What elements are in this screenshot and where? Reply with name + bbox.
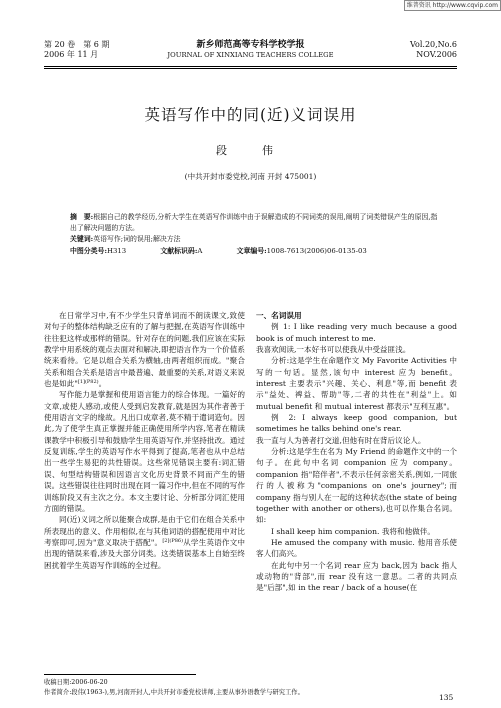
keywords-text: 英语写作;词的误用;解决方法: [93, 235, 181, 244]
paragraph-text: 例 2: I always keep good companion, but sometimes he talks behind one's rear.: [256, 413, 457, 434]
volume-en: Vol.20,No.6: [410, 40, 457, 49]
paragraph-text: 在日常学习中,有不少学生只背单词而不朗读课文,致使对句子的整体结构缺乏应有的了解与把握,在英语写作训练中往往犯这样或那样的错误。针对存在的问题,我们应该在实际教学中用系统的观点去面对和解决,即把语言作为一个价值系统来看待。它是以组合关系为横轴,由两者组织而成。"聚合关系和组合关系是语言中最普遍、最重要的关系,对语义来说也是如此": [44, 311, 245, 389]
paragraph-text: 我喜欢阅读,一本好书可以使我从中受益匪浅。: [256, 345, 411, 355]
paragraph: [256, 526, 457, 537]
doc-label: 文献标识码:: [160, 246, 198, 255]
header-rule: [44, 66, 457, 67]
abstract-block: [70, 212, 443, 257]
paragraph: [44, 310, 245, 389]
page-number: 135: [439, 693, 454, 702]
date-en: NOV.2006: [416, 50, 457, 59]
citation-marker: [1](P82): [77, 379, 99, 386]
citation-marker: [2](P86): [162, 537, 184, 544]
clc-value: H313: [107, 246, 127, 255]
keywords-label: 关键词:: [70, 235, 94, 244]
footnote-rule: [44, 674, 196, 675]
paragraph: [256, 355, 457, 412]
author-name: 段 伟: [216, 144, 285, 157]
abstract-text: 根据自己的教学经历,分析大学生在英语写作训练中由于误解造成的不同词类的误用,阐明了词类错误产生的原因,指出了解决问题的方法。: [70, 213, 438, 233]
clc-label: 中图分类号:: [70, 246, 107, 255]
paragraph-tail: 。: [98, 379, 107, 389]
header-right: [410, 40, 457, 60]
paragraph: [44, 514, 245, 571]
date-cn: 2006 年 11 月: [44, 50, 99, 59]
article-label: 文章编号:: [236, 246, 267, 255]
paragraph-text: 例 1: I like reading very much because a good book is of much interest to me.: [256, 322, 457, 343]
paragraph: [256, 537, 457, 560]
received-date: 收稿日期:2006-06-20: [44, 679, 108, 686]
paragraph-text: 写作能力是掌握和使用语言能力的综合体现。一篇好的文章,或使人感动,或使人受到启发教育,就是因为其作者善于使用语言文字的缘故。凡出口成章者,莫不精于遣词造句。因此,为了使学生真正掌握并能正确使用所学内容,笔者在精读课教学中积极引导和鼓励学生用英语写作,并坚持批改。通过反复训练,学生的英语写作水平得到了提高,笔者也从中总结出一些学生易犯的共性错误。这些常见错误主要有:词汇错误、句型结构错误和因语言文化历史背景不同而产生的错误。这些错误往往同时出现在同一篇习作中,但在不同的写作训练阶段又有主次之分。本文主要讨论、分析部分词汇使用方面的错误。: [44, 390, 245, 513]
paragraph: [44, 389, 245, 514]
abstract-label: 摘 要:: [70, 213, 94, 221]
keywords: [70, 234, 443, 245]
paragraph: [256, 435, 457, 446]
journal-name-cn: 新乡师范高等专科学校学报: [196, 40, 305, 50]
paragraph-text: 在此句中另一个名词 rear 应为 back,因为 back 指人或动物的"背部",而 rear 没有这一意思。二者的共同点是"后部",如 in the rear / back of a house(在: [256, 560, 457, 593]
doc-value: A: [197, 246, 203, 255]
paragraph-text: I shall keep him companion. 我将和他做伴。: [271, 526, 435, 536]
paragraph-text: 我一直与人为善者打交道,但他有时在背后议论人。: [256, 435, 426, 445]
paragraph: [256, 446, 457, 525]
journal-name-en: JOURNAL OF XINXIANG TEACHERS COLLEGE: [167, 51, 334, 59]
paragraph: [256, 412, 457, 435]
watermark: 维普资讯 http://www.cqvip.com: [404, 0, 501, 11]
paragraph-text: He amused the company with music. 他用音乐使客人们高兴。: [256, 537, 457, 559]
paragraph: [256, 560, 457, 594]
article-value: 1008-7613(2006)06-0135-03: [266, 246, 367, 255]
body-left-column: [44, 310, 245, 571]
paragraph-tail: 从学生英语作文中出现的错误来看,涉及大部分词类。这类错误基本上自始至终困扰着学生英语写作训练的全过程。: [44, 537, 246, 570]
abstract: [70, 212, 443, 234]
section-heading: [256, 310, 457, 321]
doc-code: [160, 247, 218, 255]
paragraph: [256, 344, 457, 355]
classification-line: [70, 246, 443, 257]
header-rule-thin: [44, 68, 457, 69]
paragraph: [256, 321, 457, 344]
paragraph-text: 同(近)义词之所以能聚合成群,是由于它们在组合关系中所表现出的意义、作用相似,在与其他词语的搭配使用中对比考察即可,因为"意义取决于搭配"。: [44, 515, 245, 547]
article-title: 英语写作中的同(近)义词误用: [144, 106, 357, 124]
volume-cn: 第 20 卷 第 6 期: [44, 40, 110, 49]
paragraph-text: 分析:这是学生在名为 My Friend 的命题作文中的一个句子。在此句中名词 companion 应为 company。companion 指"陪伴者",不表示任何亲密关系,例如,一同旅行的人被称为"companions on one's journey";而 company 指与别人在一起的这种状态(the state of being together with another or others),也可以作集合名词。如:: [256, 447, 457, 525]
clc-code: [70, 247, 142, 255]
author-bio: 作者简介:段伟(1963-),男,河南开封人,中共开封市委党校讲师,主要从事外语教学与研究工作。: [44, 689, 304, 696]
paragraph-text: 一、名词误用: [256, 311, 302, 320]
article-number: [237, 247, 383, 255]
paragraph-text: 分析:这是学生在命题作文 My Favorite Activities 中写的一句话。显然,该句中 interest 应为 benefit。interest 主要表示"兴趣、关心、利息"等,而 benefit 表示"益处、裨益、帮助"等,二者的共性在"利益"上。如 mutual benefit 和 mutual interest 都表示"互利互惠"。: [256, 356, 457, 411]
footnote: [44, 678, 304, 698]
affiliation: (中共开封市委党校,河南 开封 475001): [184, 172, 317, 181]
body-right-column: [256, 310, 457, 594]
